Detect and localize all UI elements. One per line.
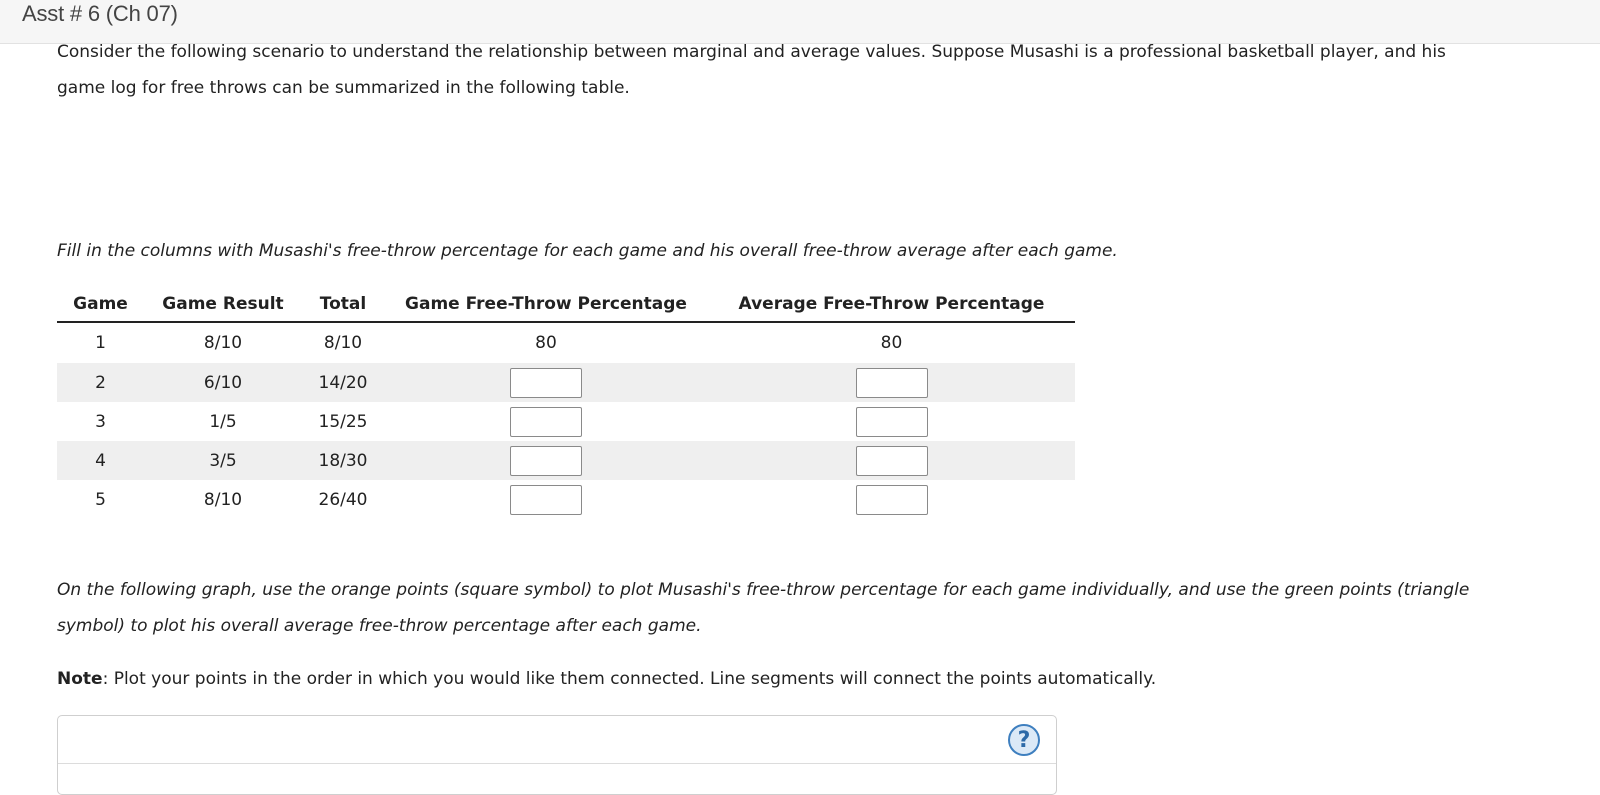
cell-game: 4	[57, 441, 144, 480]
cell-total: 26/40	[318, 489, 368, 510]
game-4-average-ft-percentage-input[interactable]	[856, 446, 928, 476]
game-2-average-ft-percentage-input[interactable]	[856, 368, 928, 398]
game-3-game-ft-percentage-input[interactable]	[510, 407, 582, 437]
table-row	[57, 402, 1075, 441]
cell-game-ft-percentage	[384, 363, 708, 402]
cell-total: 8/10	[323, 333, 363, 353]
cell-game-result: 8/10	[203, 333, 243, 353]
cell-game-result: 3/5	[144, 441, 302, 480]
cell-game: 2	[57, 363, 144, 402]
cell-average-ft-percentage	[708, 480, 1075, 519]
cell-game-result: 1/5	[209, 411, 237, 432]
table-row	[57, 322, 1075, 363]
table-instructions: Fill in the columns with Musashi's free-throw percentage for each game and his overall free-throw average after each game.	[57, 241, 1118, 261]
cell-game-ft-percentage	[384, 480, 708, 519]
help-button-symbol: ?	[1017, 727, 1031, 753]
game-2-game-ft-percentage-input[interactable]	[510, 368, 582, 398]
cell-average-ft-percentage	[708, 402, 1075, 441]
free-throw-table	[57, 286, 1075, 519]
header-game-ft-percentage: Game Free-Throw Percentage	[384, 286, 708, 322]
intro-paragraph: Consider the following scenario to understand the relationship between marginal and average values. Suppose Musashi is a professional basketball player, and his game log for free throws can be summarized in the following table.	[57, 42, 1446, 98]
table-row	[57, 363, 1075, 402]
table-header-row	[57, 286, 1075, 322]
game-4-game-ft-percentage-input[interactable]	[510, 446, 582, 476]
game-5-average-ft-percentage-input[interactable]	[856, 485, 928, 515]
header-average-ft-percentage: Average Free-Throw Percentage	[708, 286, 1075, 322]
header-total: Total	[302, 286, 384, 322]
cell-game: 5	[95, 489, 106, 510]
graph-panel-divider	[58, 763, 1056, 764]
graph-panel	[57, 715, 1057, 795]
question-circle-icon[interactable]	[1008, 724, 1040, 756]
cell-game-ft-percentage	[384, 441, 708, 480]
header-game: Game	[57, 286, 144, 322]
game-5-game-ft-percentage-input[interactable]	[510, 485, 582, 515]
game-3-average-ft-percentage-input[interactable]	[856, 407, 928, 437]
graph-instructions: On the following graph, use the orange points (square symbol) to plot Musashi's free-throw percentage for each game individually, and use the green points (triangle symbol) to plot his overall average free-throw percentage after each game.	[57, 580, 1470, 636]
note-paragraph	[57, 661, 1156, 697]
cell-average-ft-percentage: 80	[880, 333, 903, 353]
cell-total: 18/30	[302, 441, 384, 480]
assignment-title: Asst # 6 (Ch 07)	[22, 1, 178, 26]
table-row	[57, 480, 1075, 519]
table-row	[57, 441, 1075, 480]
cell-total: 14/20	[302, 363, 384, 402]
note-text: : Plot your points in the order in which you would like them connected. Line segments will connect the points automatically.	[102, 669, 1157, 689]
header-game-result: Game Result	[144, 286, 302, 322]
cell-average-ft-percentage	[708, 441, 1075, 480]
cell-game-ft-percentage	[384, 402, 708, 441]
cell-game-result: 6/10	[144, 363, 302, 402]
note-label: Note	[57, 669, 103, 689]
cell-game: 3	[95, 411, 106, 432]
cell-total: 15/25	[318, 411, 368, 432]
cell-game-ft-percentage: 80	[535, 333, 557, 353]
cell-average-ft-percentage	[708, 363, 1075, 402]
cell-game-result: 8/10	[203, 489, 243, 510]
cell-game: 1	[95, 333, 106, 353]
